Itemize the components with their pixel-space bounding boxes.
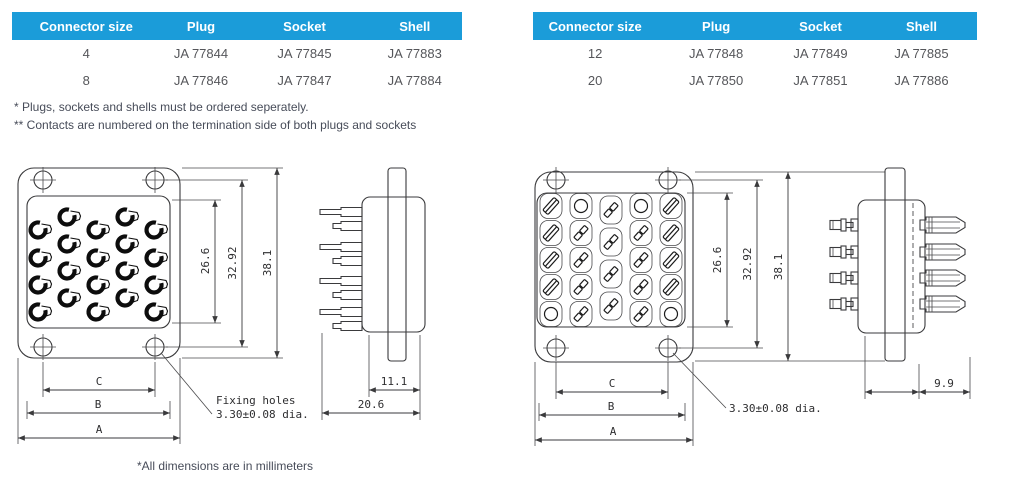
dim-label-b: B — [607, 400, 615, 413]
socket-side-view — [320, 168, 425, 420]
footnote-numbering: ** Contacts are numbered on the termination side of both plugs and sockets — [14, 118, 417, 132]
dim-label-c: C — [95, 375, 103, 388]
dim-label-front-depth: 11.1 — [380, 375, 408, 388]
socket-termination-pins — [320, 208, 362, 331]
fixing-holes-note-line2: 3.30±0.08 dia. — [216, 408, 309, 421]
plug-front-view — [535, 167, 885, 446]
parts-table-large-sizes — [533, 12, 977, 94]
dim-label-inner-height: 26.6 — [711, 246, 724, 274]
dim-label-inner-height: 26.6 — [199, 247, 212, 275]
plug-blade-contacts — [543, 197, 680, 321]
cell-size: 12 — [587, 46, 603, 61]
footnote-ordering: * Plugs, sockets and shells must be ordered seperately. — [14, 100, 309, 114]
table-header-row — [12, 12, 462, 40]
table-row — [12, 40, 462, 67]
cell-plug: JA 77844 — [173, 46, 229, 61]
socket-front-view — [18, 167, 309, 444]
cell-plug: JA 77848 — [689, 46, 744, 61]
cell-shell: JA 77883 — [387, 46, 442, 61]
dim-label-a: A — [95, 423, 103, 436]
fixing-holes-note: 3.30±0.08 dia. — [729, 402, 822, 415]
plug-side-view — [830, 168, 970, 399]
cell-size: 8 — [82, 73, 90, 88]
units-note: *All dimensions are in millimeters — [137, 459, 314, 473]
cell-size: 4 — [82, 46, 90, 61]
dim-label-c: C — [608, 377, 616, 390]
cell-socket: JA 77849 — [793, 46, 848, 61]
table-header-row — [533, 12, 977, 40]
socket-contacts — [31, 209, 168, 319]
cell-socket: JA 77847 — [277, 73, 332, 88]
column-header-shell: Shell — [399, 18, 431, 34]
dim-label-a: A — [609, 425, 617, 438]
cell-shell: JA 77884 — [387, 73, 442, 88]
column-header-shell: Shell — [905, 18, 938, 34]
dim-label-flange-height: 38.1 — [261, 249, 274, 277]
dim-label-flange-height: 38.1 — [772, 253, 785, 281]
table-row — [533, 40, 977, 67]
cell-shell: JA 77886 — [894, 73, 949, 88]
footnotes — [14, 98, 416, 134]
table-row — [12, 67, 462, 94]
dim-label-mating-depth: 9.9 — [934, 377, 954, 390]
cell-plug: JA 77850 — [689, 73, 744, 88]
column-header-socket: Socket — [283, 18, 326, 34]
parts-table-small-sizes — [12, 12, 462, 94]
dim-label-hole-spacing: 32.92 — [741, 247, 754, 281]
dim-label-b: B — [94, 398, 102, 411]
column-header-socket: Socket — [799, 18, 842, 34]
cell-shell: JA 77885 — [894, 46, 949, 61]
fixing-holes-note-line1: Fixing holes — [216, 394, 296, 407]
plug-termination-pins — [830, 219, 858, 310]
table-row — [533, 67, 977, 94]
column-header-plug: Plug — [186, 18, 216, 34]
column-header-connector-size: Connector size — [548, 18, 642, 34]
cell-plug: JA 77846 — [173, 73, 229, 88]
cell-size: 20 — [587, 73, 603, 88]
dim-label-hole-spacing: 32.92 — [226, 246, 239, 280]
technical-drawings — [0, 157, 1015, 467]
column-header-plug: Plug — [702, 18, 731, 34]
column-header-connector-size: Connector size — [39, 18, 133, 34]
plug-mating-contacts — [920, 217, 965, 312]
cell-socket: JA 77851 — [793, 73, 848, 88]
dim-label-overall-depth: 20.6 — [357, 398, 385, 411]
cell-socket: JA 77845 — [277, 46, 332, 61]
